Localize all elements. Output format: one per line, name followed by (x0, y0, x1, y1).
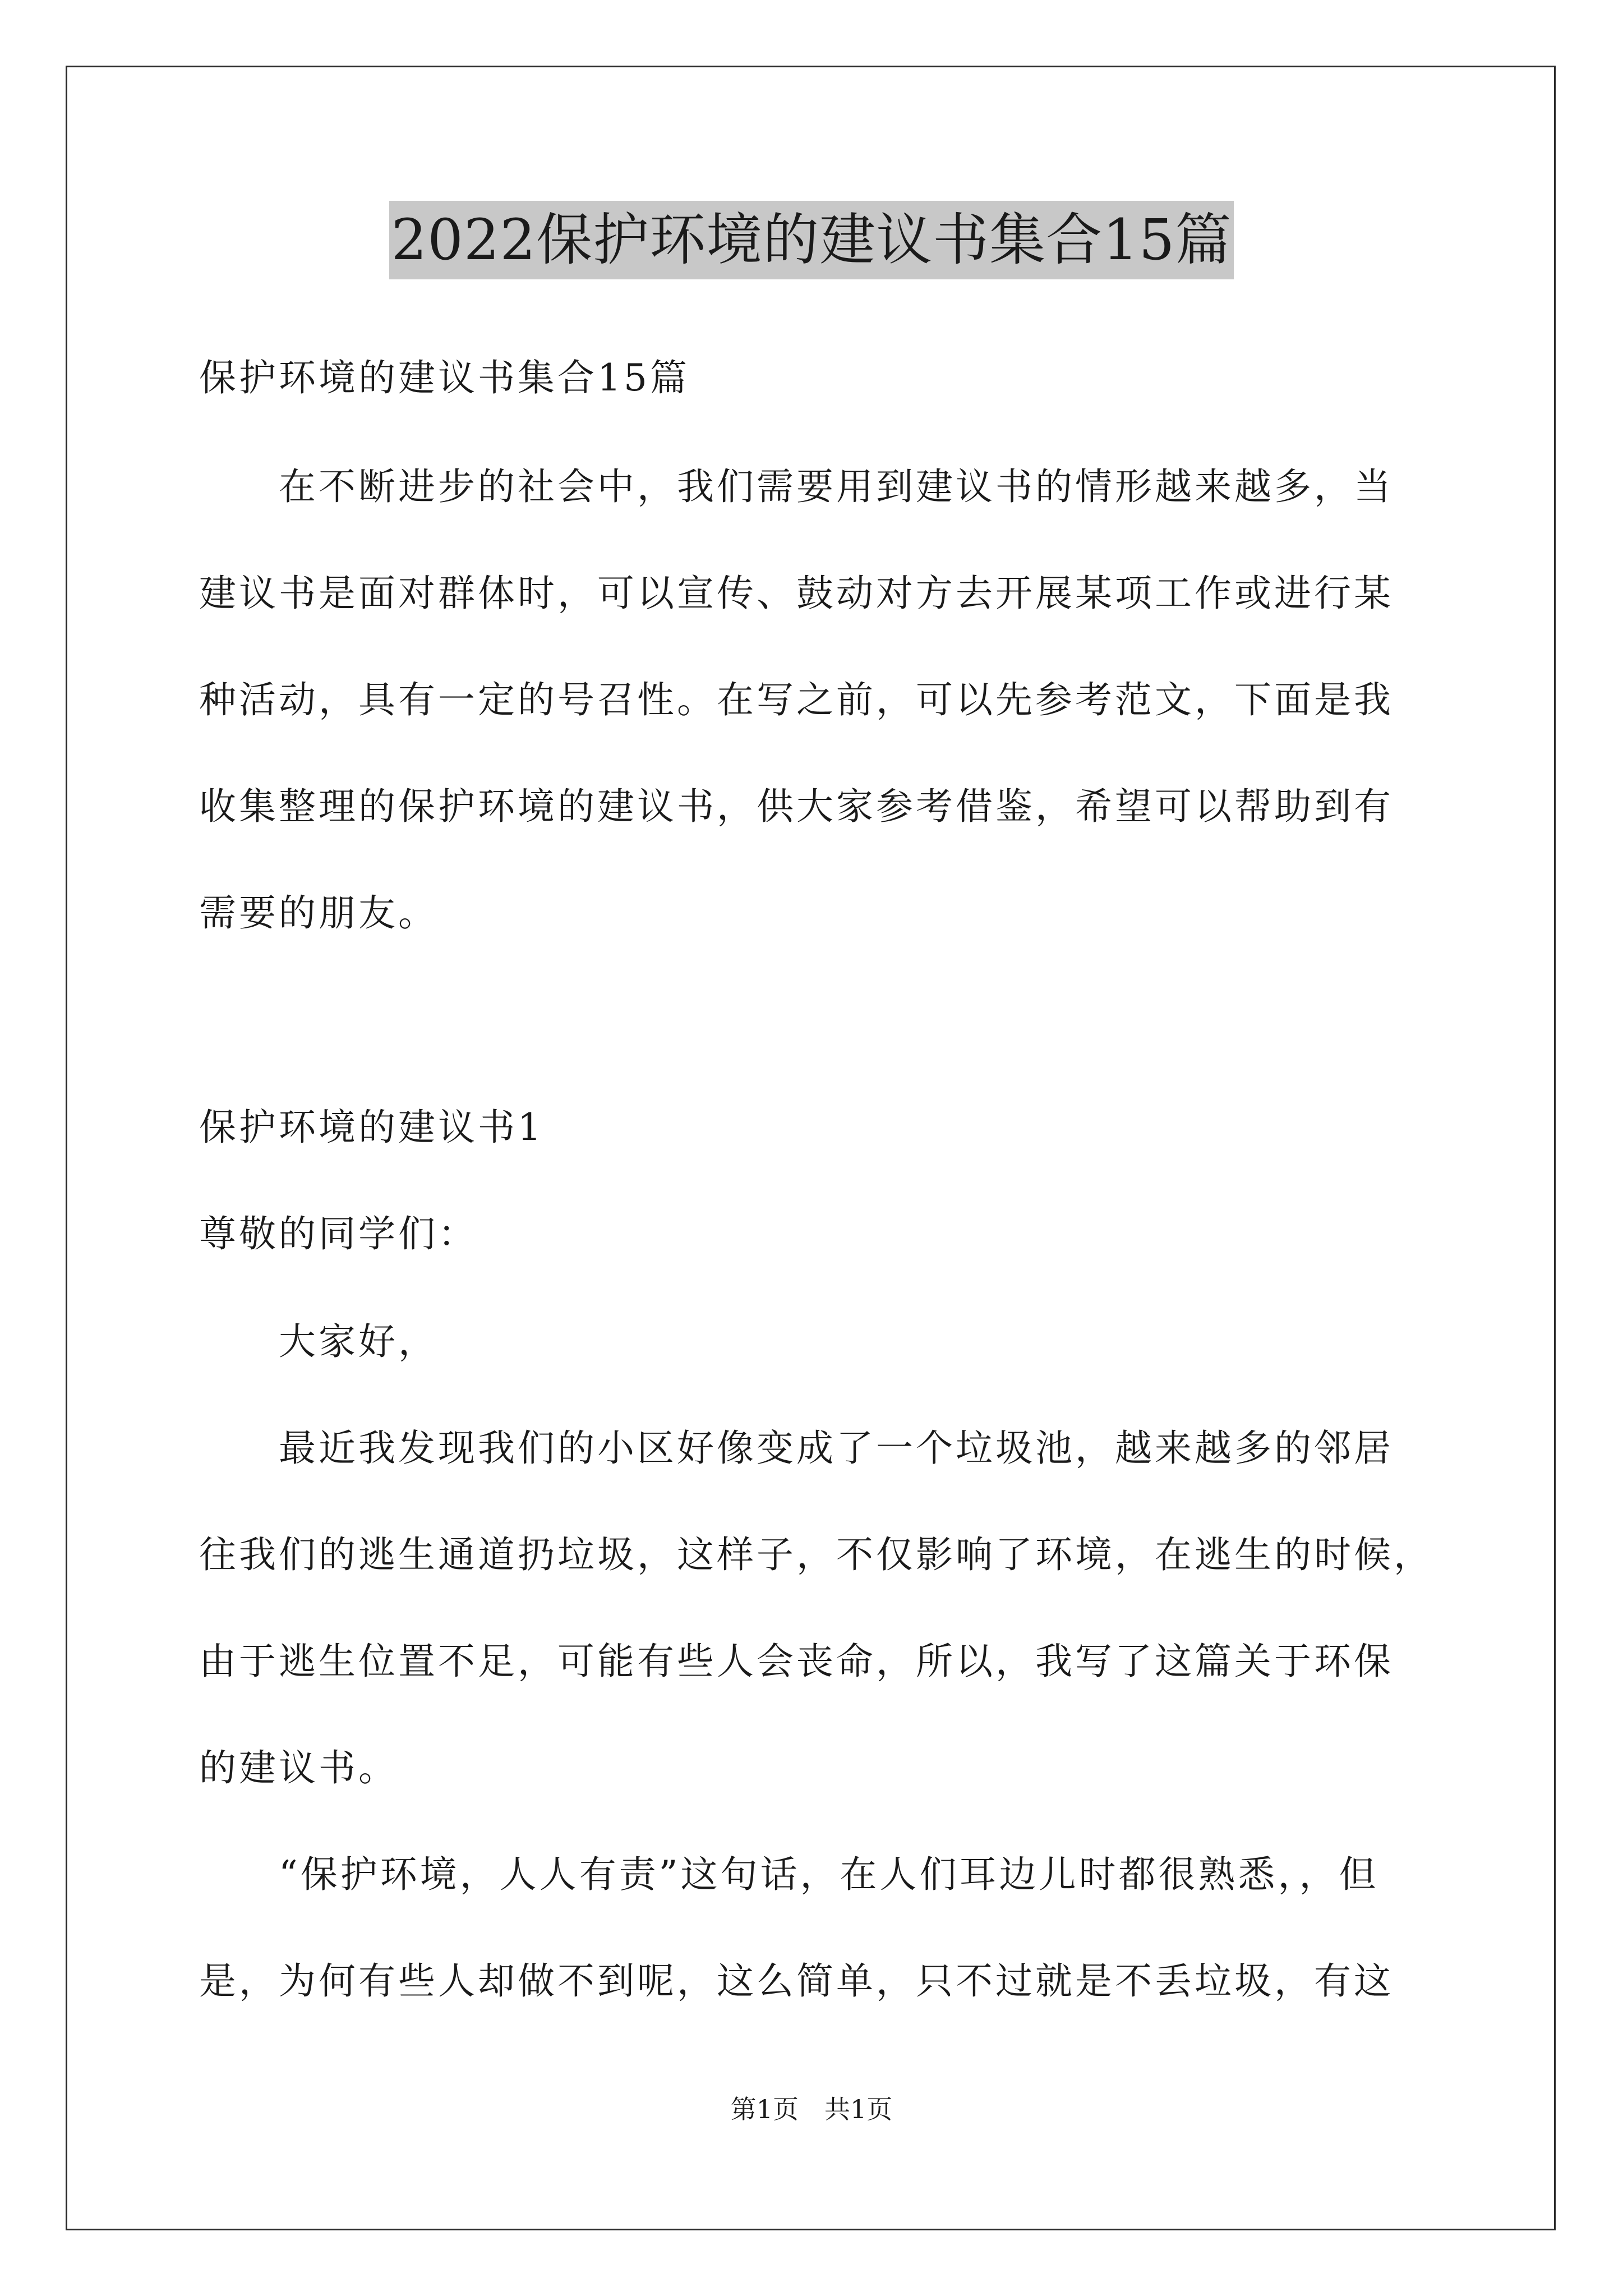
intro-line-4: 收集整理的保护环境的建议书，供大家参考借鉴，希望可以帮助到有 (199, 785, 1394, 828)
body-line-3: 由于逃生位置不足，可能有些人会丧命，所以，我写了这篇关于环保 (199, 1640, 1394, 1683)
intro-line-1: 在不断进步的社会中，我们需要用到建议书的情形越来越多，当 (199, 465, 1394, 508)
document-subtitle: 保护环境的建议书集合15篇 (199, 356, 690, 399)
intro-line-5: 需要的朋友。 (199, 891, 438, 935)
body-line-2: 往我们的逃生通道扔垃圾，这样子，不仅影响了环境，在逃生的时候， (199, 1533, 1433, 1576)
salutation: 尊敬的同学们： (199, 1212, 478, 1255)
body-line-1: 最近我发现我们的小区好像变成了一个垃圾池，越来越多的邻居 (199, 1427, 1394, 1470)
body-line-5: “保护环境，人人有责”这句话，在人们耳边儿时都很熟悉，，但 (199, 1853, 1379, 1896)
intro-line-2: 建议书是面对群体时，可以宣传、鼓动对方去开展某项工作或进行某 (199, 572, 1394, 615)
intro-line-3: 种活动，具有一定的号召性。在写之前，可以先参考范文，下面是我 (199, 678, 1394, 721)
title-container (0, 201, 1623, 279)
section-heading: 保护环境的建议书1 (199, 1106, 544, 1149)
greeting: 大家好， (199, 1320, 438, 1363)
page-footer: 第1页 共1页 (730, 2094, 893, 2124)
body-line-4: 的建议书。 (199, 1746, 398, 1789)
document-title: 2022保护环境的建议书集合15篇 (389, 201, 1234, 279)
body-line-6: 是，为何有些人却做不到呢，这么简单，只不过就是不丢垃圾，有这 (199, 1959, 1394, 2003)
